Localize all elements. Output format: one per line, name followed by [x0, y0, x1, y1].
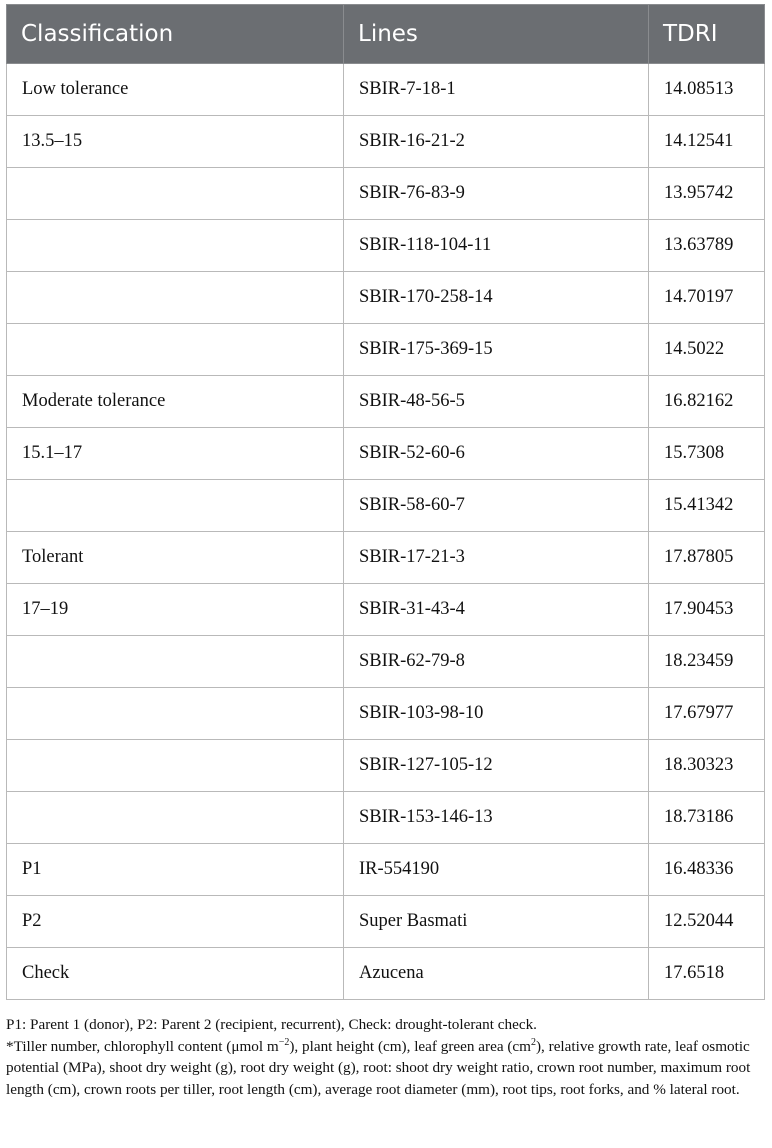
cell-tdri: 18.30323: [649, 740, 765, 792]
cell-classification: [7, 688, 344, 740]
cell-line: SBIR-76-83-9: [344, 168, 649, 220]
table-row: [7, 272, 765, 324]
superscript-2: 2: [530, 1036, 536, 1048]
cell-tdri: 17.90453: [649, 584, 765, 636]
cell-tdri: 15.41342: [649, 480, 765, 532]
cell-tdri: 16.82162: [649, 376, 765, 428]
cell-tdri: 18.23459: [649, 636, 765, 688]
cell-line: SBIR-127-105-12: [344, 740, 649, 792]
table-row: [7, 792, 765, 844]
footnote-traits-part-b: ), plant height (cm), leaf green area (cm: [289, 1037, 531, 1055]
footnote-traits-part-a: *Tiller number, chlorophyll content (μmol m: [6, 1037, 279, 1055]
cell-classification: [7, 740, 344, 792]
cell-tdri: 14.12541: [649, 116, 765, 168]
cell-classification: Low tolerance: [7, 64, 344, 116]
cell-tdri: 12.52044: [649, 896, 765, 948]
footnote-traits-part-c: ), relative growth rate, leaf osmotic potential (MPa), shoot dry weight (g), root dry weight (g), root: shoot dry weight ratio, crown root number, maximum root length (cm), crown roots per tiller, root length (cm), average root diameter (mm), root tips, root forks, and % lateral root.: [6, 1037, 751, 1098]
cell-classification: Check: [7, 948, 344, 1000]
cell-classification: [7, 220, 344, 272]
cell-tdri: 17.87805: [649, 532, 765, 584]
cell-tdri: 13.63789: [649, 220, 765, 272]
cell-line: IR-554190: [344, 844, 649, 896]
table-row: [7, 740, 765, 792]
cell-tdri: 15.7308: [649, 428, 765, 480]
cell-tdri: 17.6518: [649, 948, 765, 1000]
cell-classification: [7, 792, 344, 844]
table-header-row: [7, 5, 765, 64]
table-row: [7, 376, 765, 428]
table-row: [7, 480, 765, 532]
cell-classification: 17–19: [7, 584, 344, 636]
cell-tdri: 16.48336: [649, 844, 765, 896]
cell-line: SBIR-17-21-3: [344, 532, 649, 584]
cell-line: Super Basmati: [344, 896, 649, 948]
table-body: [7, 64, 765, 1000]
table-row: [7, 64, 765, 116]
table-row: [7, 584, 765, 636]
table-footnotes: [6, 1014, 766, 1100]
tdri-table-container: [6, 4, 764, 1000]
cell-tdri: 18.73186: [649, 792, 765, 844]
table-row: [7, 636, 765, 688]
cell-line: SBIR-48-56-5: [344, 376, 649, 428]
superscript-minus-2: −2: [278, 1036, 290, 1048]
table-row: [7, 220, 765, 272]
cell-classification: [7, 636, 344, 688]
cell-classification: P1: [7, 844, 344, 896]
cell-classification: [7, 324, 344, 376]
cell-line: SBIR-103-98-10: [344, 688, 649, 740]
cell-classification: [7, 480, 344, 532]
cell-line: SBIR-58-60-7: [344, 480, 649, 532]
cell-tdri: 14.70197: [649, 272, 765, 324]
cell-classification: [7, 168, 344, 220]
cell-line: SBIR-170-258-14: [344, 272, 649, 324]
cell-line: SBIR-16-21-2: [344, 116, 649, 168]
table-row: [7, 116, 765, 168]
cell-line: SBIR-175-369-15: [344, 324, 649, 376]
cell-line: SBIR-31-43-4: [344, 584, 649, 636]
table-row: [7, 168, 765, 220]
table-row: [7, 428, 765, 480]
header-lines: Lines: [344, 5, 649, 64]
cell-line: SBIR-7-18-1: [344, 64, 649, 116]
cell-line: Azucena: [344, 948, 649, 1000]
cell-line: SBIR-52-60-6: [344, 428, 649, 480]
cell-classification: [7, 272, 344, 324]
cell-classification: P2: [7, 896, 344, 948]
cell-classification: 15.1–17: [7, 428, 344, 480]
cell-tdri: 17.67977: [649, 688, 765, 740]
footnote-abbreviations: P1: Parent 1 (donor), P2: Parent 2 (recipient, recurrent), Check: drought-tolerant check.: [6, 1016, 537, 1033]
header-classification: Classification: [7, 5, 344, 64]
cell-tdri: 14.08513: [649, 64, 765, 116]
cell-line: SBIR-62-79-8: [344, 636, 649, 688]
cell-classification: Moderate tolerance: [7, 376, 344, 428]
cell-tdri: 13.95742: [649, 168, 765, 220]
table-row: [7, 844, 765, 896]
header-tdri: TDRI: [649, 5, 765, 64]
cell-line: SBIR-118-104-11: [344, 220, 649, 272]
table-row: [7, 324, 765, 376]
cell-classification: Tolerant: [7, 532, 344, 584]
cell-line: SBIR-153-146-13: [344, 792, 649, 844]
cell-tdri: 14.5022: [649, 324, 765, 376]
footnote-traits: [6, 1036, 766, 1101]
tdri-table: [6, 4, 765, 1000]
table-row: [7, 948, 765, 1000]
table-row: [7, 688, 765, 740]
table-row: [7, 532, 765, 584]
table-row: [7, 896, 765, 948]
cell-classification: 13.5–15: [7, 116, 344, 168]
